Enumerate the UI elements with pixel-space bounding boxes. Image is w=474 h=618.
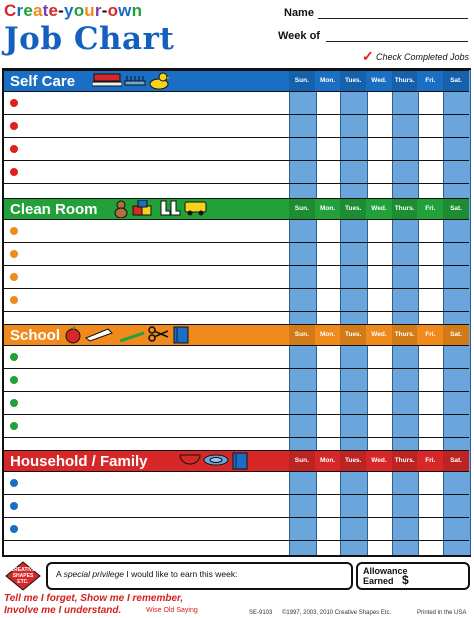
bullet-icon	[10, 296, 18, 304]
day-header: Sun.	[289, 199, 315, 219]
job-row-checkboxes[interactable]	[289, 161, 469, 184]
day-header: Wed.	[371, 205, 387, 212]
job-row[interactable]	[4, 346, 289, 369]
day-header: Wed.	[371, 331, 387, 338]
job-row-checkboxes[interactable]	[289, 495, 469, 518]
job-row-checkboxes[interactable]	[289, 115, 469, 138]
job-row-checkboxes[interactable]	[289, 289, 469, 312]
day-header: Sat.	[443, 325, 469, 345]
glue-icon	[84, 326, 114, 347]
dollar-sign: $	[402, 573, 409, 587]
copyright: ©1997, 2003, 2010 Creative Shapes Etc.	[282, 610, 392, 616]
week-field[interactable]	[326, 41, 468, 42]
section-title: Clean Room	[10, 201, 98, 218]
day-header: Fri.	[425, 331, 436, 338]
job-row-checkboxes[interactable]	[289, 369, 469, 392]
bullet-icon	[10, 479, 18, 487]
job-row[interactable]	[4, 161, 289, 184]
job-row[interactable]	[4, 92, 289, 115]
bullet-icon	[10, 353, 18, 361]
day-header: Wed.	[371, 77, 387, 84]
day-header: Thurs.	[392, 451, 418, 471]
job-chart-grid	[2, 68, 471, 557]
special-privilege-box[interactable]	[46, 562, 353, 590]
section-header	[4, 450, 469, 472]
job-row[interactable]	[4, 115, 289, 138]
bullet-icon	[10, 273, 18, 281]
bullet-icon	[10, 122, 18, 130]
day-header: Mon.	[319, 457, 336, 464]
printed-in: Printed in the USA	[417, 610, 467, 616]
allowance-label: Allowance Earned	[363, 566, 408, 586]
day-header: Tues.	[340, 325, 366, 345]
pencils-icon	[116, 326, 146, 347]
day-header: Tues.	[340, 451, 366, 471]
section-title: Household / Family	[10, 453, 148, 470]
week-label: Week of	[278, 30, 320, 42]
job-row[interactable]	[4, 392, 289, 415]
job-row[interactable]	[4, 266, 289, 289]
logo-text-2: SHAPES	[12, 573, 34, 579]
day-header: Thurs.	[392, 325, 418, 345]
bullet-icon	[10, 227, 18, 235]
day-header: Tues.	[340, 71, 366, 91]
job-row[interactable]	[4, 495, 289, 518]
day-header: Sat.	[443, 71, 469, 91]
section-title: Self Care	[10, 73, 76, 90]
section-title: School	[10, 327, 61, 344]
day-header: Sat.	[443, 451, 469, 471]
section-header	[4, 324, 469, 346]
logo-text-3: ETC.	[17, 579, 29, 585]
day-header: Tues.	[340, 199, 366, 219]
job-row[interactable]	[4, 220, 289, 243]
job-row-checkboxes[interactable]	[289, 220, 469, 243]
day-header: Mon.	[319, 77, 336, 84]
day-header: Thurs.	[392, 199, 418, 219]
checkmark-icon: ✓	[362, 48, 374, 64]
toy-bus-icon	[184, 200, 208, 221]
blocks-icon	[132, 200, 156, 221]
name-field[interactable]	[318, 18, 468, 19]
bullet-icon	[10, 168, 18, 176]
job-row[interactable]	[4, 415, 289, 438]
job-row[interactable]	[4, 138, 289, 161]
title-line-2: Job Chart	[4, 21, 175, 57]
bullet-icon	[10, 399, 18, 407]
job-row[interactable]	[4, 289, 289, 312]
day-header: Sat.	[443, 199, 469, 219]
job-row-checkboxes[interactable]	[289, 243, 469, 266]
scissors-icon	[148, 326, 170, 347]
section-header	[4, 70, 469, 92]
wise-old-saying: Wise Old Saying	[146, 607, 198, 614]
bullet-icon	[10, 525, 18, 533]
day-header: Sun.	[289, 71, 315, 91]
day-header: Fri.	[425, 205, 436, 212]
job-row[interactable]	[4, 472, 289, 495]
bullet-icon	[10, 250, 18, 258]
day-header: Sun.	[289, 451, 315, 471]
day-header: Mon.	[319, 205, 336, 212]
title-line-1: Create-your-own	[4, 1, 143, 20]
day-header: Fri.	[425, 77, 436, 84]
job-row-checkboxes[interactable]	[289, 392, 469, 415]
job-row-checkboxes[interactable]	[289, 92, 469, 115]
catalog-number: SE-9103	[249, 610, 273, 616]
plate-icon	[203, 452, 229, 471]
special-privilege-label: A special privilege I would like to earn this week:	[56, 569, 238, 579]
logo-text-1: CREATIVE	[10, 567, 36, 573]
job-row-checkboxes[interactable]	[289, 415, 469, 438]
motto-line-2: Involve me I understand.	[4, 605, 122, 616]
allowance-box[interactable]	[356, 562, 470, 590]
bullet-icon	[10, 422, 18, 430]
toothbrush-icon	[92, 72, 122, 93]
job-row[interactable]	[4, 243, 289, 266]
day-header: Mon.	[319, 331, 336, 338]
bullet-icon	[10, 145, 18, 153]
job-row-checkboxes[interactable]	[289, 138, 469, 161]
day-header: Wed.	[371, 457, 387, 464]
job-row[interactable]	[4, 369, 289, 392]
day-header: Thurs.	[392, 71, 418, 91]
job-row-checkboxes[interactable]	[289, 518, 469, 541]
job-row-checkboxes[interactable]	[289, 266, 469, 289]
bowl-icon	[179, 452, 201, 471]
section-header	[4, 198, 469, 220]
bullet-icon	[10, 502, 18, 510]
job-row-checkboxes[interactable]	[289, 472, 469, 495]
name-label: Name	[284, 7, 314, 19]
day-header: Sun.	[289, 325, 315, 345]
socks-icon	[158, 200, 182, 221]
job-row-checkboxes[interactable]	[289, 346, 469, 369]
bullet-icon	[10, 376, 18, 384]
motto-line-1: Tell me I forget, Show me I remember,	[4, 593, 184, 604]
check-completed-label: Check Completed Jobs	[376, 52, 470, 62]
creative-shapes-logo	[4, 561, 42, 591]
bullet-icon	[10, 99, 18, 107]
job-row[interactable]	[4, 518, 289, 541]
comb-icon	[124, 72, 146, 93]
day-header: Fri.	[425, 457, 436, 464]
